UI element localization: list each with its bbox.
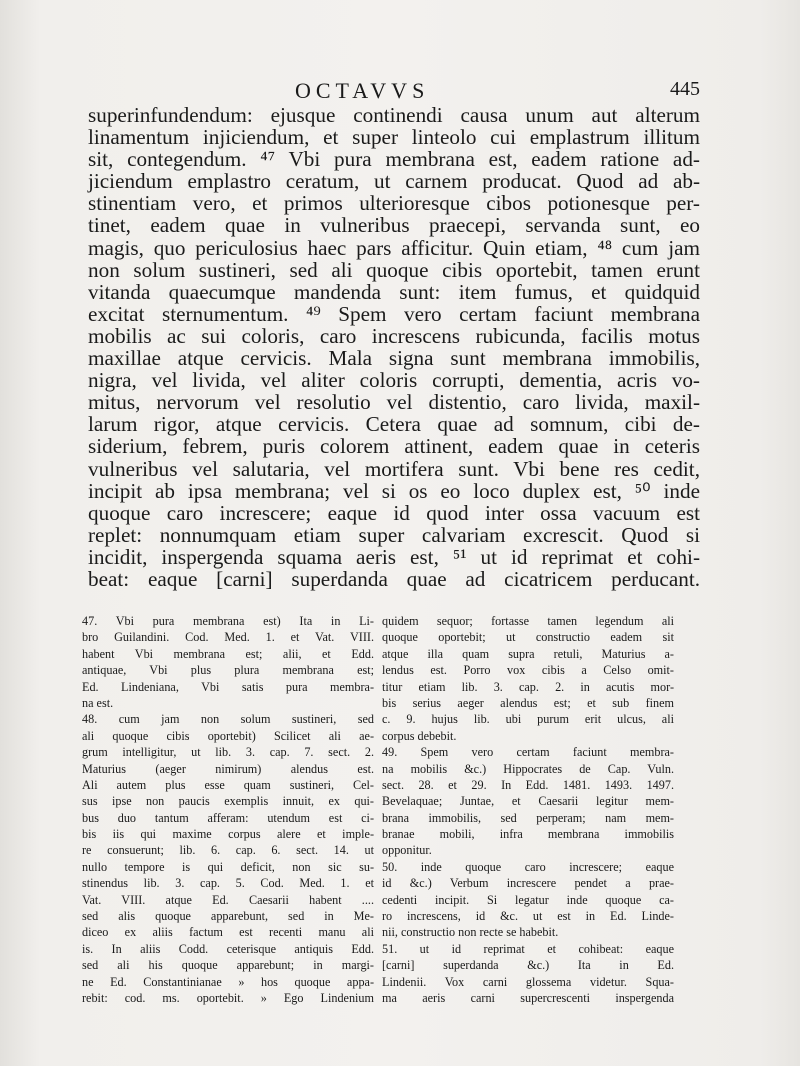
text-line: id &c.) Verbum increscere pendet a prae- (382, 876, 674, 891)
text-line: atque illa quam supra retuli, Maturius a- (382, 646, 674, 661)
text-line: 48. cum jam non solum sustineri, sed (82, 712, 374, 727)
text-line: ne Ed. Constantinianae » hos quoque appa- (82, 974, 374, 989)
text-line: diceo ex aliis factum est recenti manu ali (82, 925, 374, 940)
text-line: Maturius (aeger nimirum) alendus est. (82, 761, 374, 776)
text-line: Bevelaquae; Juntae, et Caesarii legitur mem- (382, 794, 674, 809)
text-line: c. 9. hujus lib. ubi purum erit ulcus, ali (382, 712, 674, 727)
text-line: 51. ut id reprimat et cohibeat: eaque (382, 941, 674, 956)
text-line: titur etiam lib. 3. cap. 2. in acutis mor- (382, 679, 674, 694)
text-line: maxillae atque cervicis. Mala signa sunt membrana immobilis, (88, 346, 700, 371)
text-line: is. In aliis Codd. ceterisque antiquis Edd. (82, 941, 374, 956)
text-line: habent Vbi membrana est; alii, et Edd. (82, 646, 374, 661)
text-line: beat: eaque [carni] superdanda quae ad cicatricem perducant. (88, 566, 700, 591)
running-title: OCTAVVS (295, 78, 430, 103)
text-line: larum rigor, atque cervicis. Cetera quae ad somnum, cibi de- (88, 412, 700, 437)
text-line: sect. 28. et 29. In Edd. 1481. 1493. 1497. (382, 777, 674, 792)
text-line: mobilis ac sui coloris, caro increscens rubicunda, facilis motus (88, 323, 700, 348)
text-line: bis serius aeger alendus est; et sub finem (382, 695, 674, 710)
text-line: lendus est. Porro vox cibis a Celso omit- (382, 663, 674, 678)
text-line: re consuerunt; lib. 6. cap. 6. sect. 14. ut (82, 843, 374, 858)
text-line: 49. Spem vero certam faciunt membra- (382, 745, 674, 760)
text-line: opponitur. (382, 843, 432, 858)
text-line: [carni] superdanda &c.) Ita in Ed. (382, 958, 674, 973)
text-line: Ed. Lindeniana, Vbi satis pura membra- (82, 679, 374, 694)
text-line: nii, constructio non recte se habebit. (382, 925, 559, 940)
text-line: rebit: cod. ms. oportebit. » Ego Lindenium (82, 990, 374, 1005)
text-line: na mobilis &c.) Hippocrates de Cap. Vuln. (382, 761, 674, 776)
text-line: ma aeris carni supercrescenti inspergenda (382, 990, 674, 1005)
text-line: linamentum injiciendum, et super linteolo cui emplastrum illitum (88, 125, 700, 150)
text-line: ali quoque cibis oportebit) Scilicet ali ae- (82, 728, 374, 743)
text-line: antiquae, Vbi plus plura membrana est; (82, 663, 374, 678)
text-line: grum intelligitur, ut lib. 3. cap. 7. sect. 2. (82, 745, 374, 760)
text-line: replet: nonnumquam etiam super calvariam excrescit. Quod si (88, 522, 700, 547)
text-line: incipit ab ipsa membrana; vel si os eo loco duplex est, ⁵⁰ inde (88, 478, 700, 503)
text-line: non solum sustineri, sed ali quoque cibis oportebit, tamen erunt (88, 257, 700, 282)
text-line: sed alis quoque apparebunt, sed in Me- (82, 909, 374, 924)
text-line: bis iis qui maxime corpus alere et imple- (82, 827, 374, 842)
text-line: nigra, vel livida, vel aliter coloris corrupti, dementia, acris vo- (88, 368, 700, 393)
text-line: brana immobilis, sed perperam; nam mem- (382, 810, 674, 825)
text-line: sit, contegendum. ⁴⁷ Vbi pura membrana est, eadem ratione ad- (88, 147, 700, 172)
text-line: quoque caro increscere; eaque id quod inter ossa vacuum est (88, 500, 700, 525)
text-line: vitanda quaecumque mandenda sunt: item fumus, et quidquid (88, 279, 700, 304)
text-line: sed ali his quoque apparebunt; in margi- (82, 958, 374, 973)
text-line: nullo tempore is qui deficit, non sic su- (82, 859, 374, 874)
text-line: superinfundendum: ejusque continendi causa unum aut alterum (88, 103, 700, 127)
text-line: 47. Vbi pura membrana est) Ita in Li- (82, 614, 374, 628)
text-line: siderium, febrem, puris colorem attinent, eadem quae in ceteris (88, 434, 700, 459)
text-line: quoque oportebit; ut constructio eadem sit (382, 630, 674, 645)
text-line: tinet, eadem quae in vulneribus praecepi, servanda sunt, eo (88, 213, 700, 238)
text-line: bro Guilandini. Cod. Med. 1. et Vat. VIII. (82, 630, 374, 645)
text-line: corpus debebit. (382, 728, 457, 743)
text-line: excitat sternumentum. ⁴⁹ Spem vero certam faciunt membrana (88, 301, 700, 326)
text-line: Vat. VIII. atque Ed. Caesarii habent .... (82, 892, 374, 907)
footnotes-right-column (382, 613, 674, 1006)
text-line: jiciendum emplastro ceratum, ut carnem producat. Quod ad ab- (88, 169, 700, 194)
text-line: 50. inde quoque caro increscere; eaque (382, 859, 674, 874)
text-line: ro increscens, id &c. ut est in Ed. Linde- (382, 909, 674, 924)
text-line: cedenti incipit. Si legatur inde quoque ca- (382, 892, 674, 907)
text-line: Lindenii. Vox carni glossema videtur. Squa- (382, 974, 674, 989)
page-number: 445 (670, 78, 700, 100)
text-line: mitus, nervorum vel resolutio vel distentio, caro livida, maxil- (88, 390, 700, 415)
text-line: bus duo tantum afferam: utendum est ci- (82, 810, 374, 825)
text-line: sus ipse non paucis exemplis innuit, ex qui- (82, 794, 374, 809)
text-line: magis, quo periculosius haec pars afficitur. Quin etiam, ⁴⁸ cum jam (88, 235, 700, 260)
text-line: na est. (82, 695, 114, 710)
text-line: vulneribus vel salutaria, vel mortifera sunt. Vbi bene res cedit, (88, 456, 700, 481)
text-line: stinentiam vero, et primos ulterioresque cibos potionesque per- (88, 191, 700, 216)
text-line: quidem sequor; fortasse tamen legendum ali (382, 614, 674, 628)
main-text-block (88, 104, 700, 590)
text-line: Ali autem plus esse quam sustineri, Cel- (82, 777, 374, 792)
text-line: incidit, inspergenda squama aeris est, ⁵¹ ut id reprimat et cohi- (88, 544, 700, 569)
text-line: stinendus lib. 3. cap. 5. Cod. Med. 1. et (82, 876, 374, 891)
text-line: branae mobili, infra membrana immobilis (382, 827, 674, 842)
footnotes-left-column (82, 613, 374, 1006)
